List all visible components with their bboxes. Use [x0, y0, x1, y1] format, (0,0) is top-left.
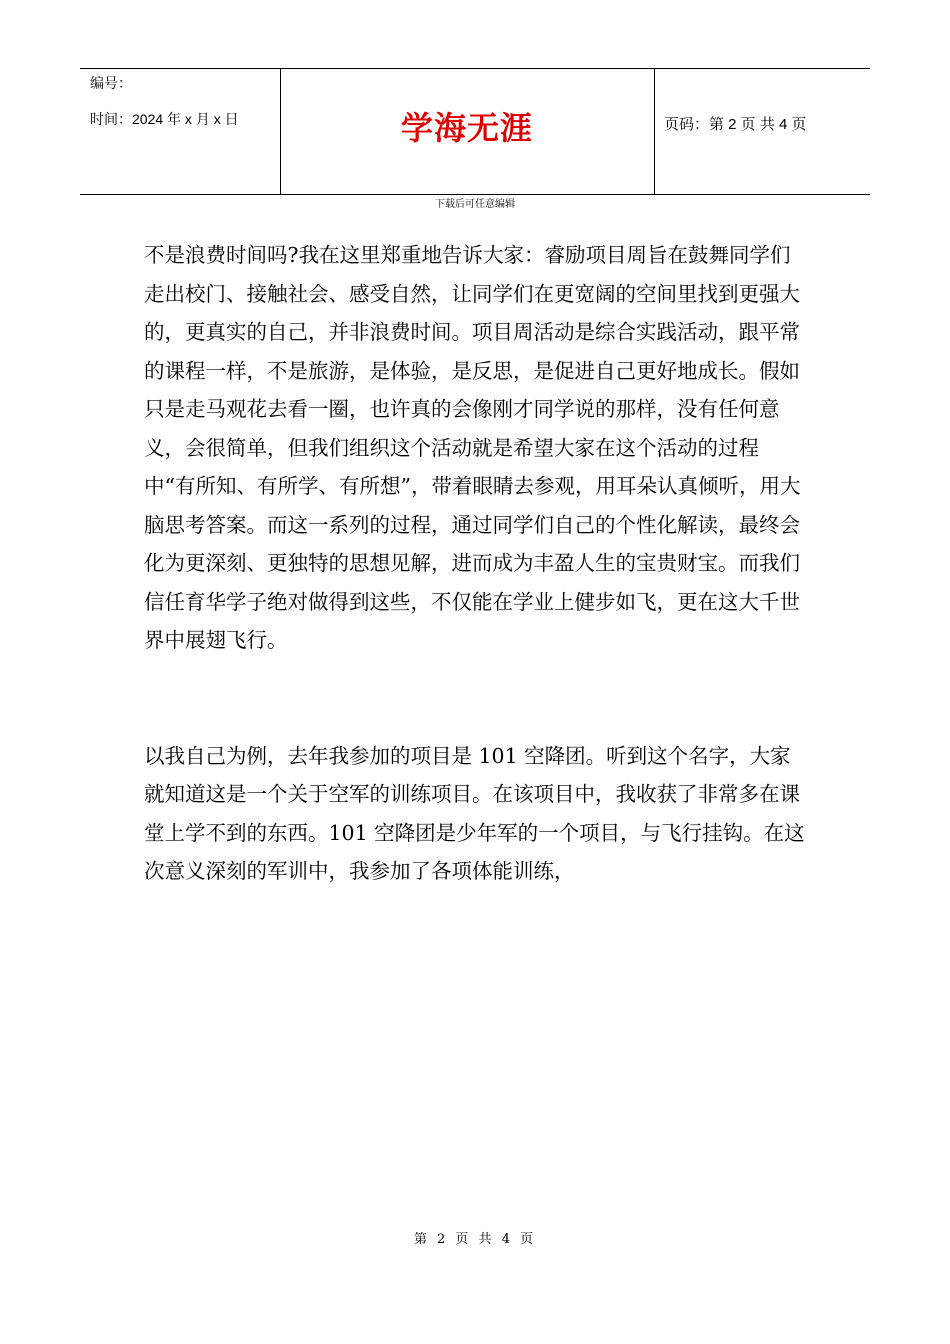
page-footer: 第 2 页 共 4 页: [413, 1232, 537, 1247]
time-label: 时间：2024 年 x 月 x 日: [90, 111, 239, 127]
paragraph-gap: [144, 660, 809, 737]
paragraph: 不是浪费时间吗?我在这里郑重地告诉大家：睿励项目周旨在鼓舞同学们走出校门、接触社会、感受自然，让同学们在更宽阔的空间里找到更强大的，更真实的自己，并非浪费时间。项目周活动是综合实践活动，跟平常的课程一样，不是旅游，是体验，是反思，是促进自己更好地成长。假如只是走马观花去看一圈，也许真的会像刚才同学说的那样，没有任何意义，会很简单，但我们组织这个活动就是希望大家在这个活动的过程中“有所知、有所学、有所想”，带着眼睛去参观，用耳朵认真倾听，用大脑思考答案。而这一系列的过程，通过同学们自己的个性化解读，最终会化为更深刻、更独特的思想见解，进而成为丰盈人生的宝贵财宝。而我们信任育华学子绝对做得到这些，不仅能在学业上健步如飞，更在这大千世界中展翅飞行。: [144, 243, 801, 652]
header-table: [80, 68, 870, 195]
edit-note: 下载后可任意编辑: [435, 199, 515, 210]
header-divider: [654, 69, 655, 194]
document-body: [144, 236, 809, 891]
paragraph: 以我自己为例，去年我参加的项目是 101 空降团。听到这个名字，大家就知道这是一个关于空军的训练项目。在该项目中，我收获了非常多在课堂上学不到的东西。101 空降团是少年军的一个项目，与飞行挂钩。在这次意义深刻的军训中，我参加了各项体能训练，: [144, 743, 805, 883]
header-title: 学海无涯: [400, 109, 533, 147]
page-info: 页码：第 2 页 共 4 页: [664, 116, 807, 133]
number-label: 编号：: [90, 75, 132, 91]
